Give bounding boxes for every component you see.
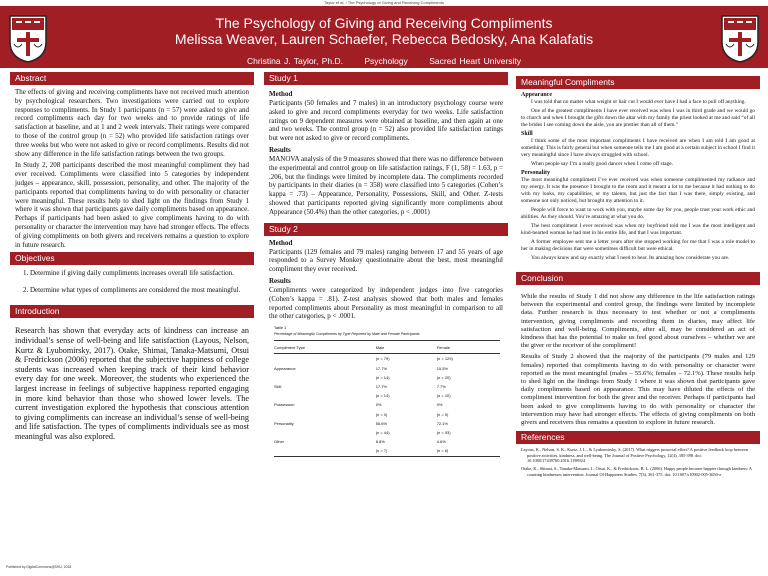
quote: People will force to want to work with you, maybe some day for you, people trust your work ethic and abilities. As they should. You’re amazing at what you do. xyxy=(521,207,755,220)
table-caption: Percentage of Meaningful Compliments by Type Reported by Male and Female Participants xyxy=(274,332,420,337)
department: Psychology xyxy=(364,56,408,66)
table-cell: 17.7% xyxy=(375,383,388,389)
table-row xyxy=(274,391,500,400)
quote: The most meaningful compliment I’ve ever received was when someone complimented my radiance and my energy. It was the presence I brought to the room and it meant a lot to me because it had nothing to do with my looks, my capabilities, or my talents, but just the fact that I was there, simply existing, and someone not only noticed, but brought my attention to it. xyxy=(521,177,755,204)
objectives-heading: Objectives xyxy=(10,252,254,265)
column-left xyxy=(10,72,254,441)
quote: A former employee sent me a letter years after she stopped working for me that I was a role model to her in making decisions that were sometimes difficult but were ethical. xyxy=(521,239,755,252)
table-header-row xyxy=(274,341,500,354)
column-header: Male xyxy=(376,341,437,354)
university: Sacred Heart University xyxy=(429,56,521,66)
table-cell: (n = 93) xyxy=(436,429,451,435)
table-cell: Other xyxy=(274,439,285,445)
table-cell: (n = 14) xyxy=(375,393,390,399)
study2-method-text: Participants (129 females and 79 males) ranging between 17 and 55 years of age responded to a Survey Monkey questionnaire about the best, most meaningful compliment they ever received. xyxy=(269,247,503,274)
quote: You always know and say exactly what I need to hear. Its amazing how considerate you are. xyxy=(531,255,730,261)
table-row xyxy=(274,446,500,456)
footer-credit: Published by DigitalCommons@SHU, 2018 xyxy=(6,565,72,569)
conclusion-body xyxy=(516,293,760,427)
references-heading: References xyxy=(516,431,760,444)
table-cell: (n = 6) xyxy=(437,446,500,456)
poster-authors: Melissa Weaver, Lauren Schaefer, Rebecca Bedosky, Ana Kalafatis xyxy=(174,31,594,47)
quote: I think some of the most important compliments I have received are when I am told I am good at something. This is fairly general but when someone tells me I am good at a certain subject in school I find it very meaningful since I have always struggled with school. xyxy=(521,138,755,158)
quote: The best compliment I ever received was when my boyfriend told me I was the most intelligent and kind-hearted woman he had met in his entire life, and that I was important. xyxy=(521,223,755,236)
quote: One of the greatest compliments I have ever received was when I was in third grade and we would go to church and when I brought the gifts down the altar with my family the priest looked at me and said “of all the brides I see coming down the aisle, you are prettier than all of them.” xyxy=(521,108,755,128)
study1-results-label: Results xyxy=(269,145,291,154)
reference-item: Layous, K., Nelson, S. K., Kurtz, J. L., & Lyubomirsky, S. (2017). What triggers prosocial effort? A positive feedback loop between positive activities, kindness, and well-being. The Journal of Positive Psychology, 12(4), 385-398. doi: 10.1080/17439760.2016.1198924 xyxy=(521,447,749,464)
abstract-body xyxy=(10,88,254,249)
meaningful-heading: Meaningful Compliments xyxy=(516,76,760,89)
group-label: Skill xyxy=(521,131,533,137)
study2-method xyxy=(264,248,508,274)
study2-heading: Study 2 xyxy=(264,223,508,236)
abstract-paragraph: In Study 2, 208 participants described the most meaningful compliment they had ever received. Compliments were classified into 5 categories by independent judges – appearance, skill, possession, personality, and other. The majority of the participants reported that compliments having to do with personality or character were meaningful. These results help to shed light on the findings from Study 1 where it was shown that participants gave daily compliments based on appearance. Perhaps if participants had been asked to give compliments having to do with personality or character the intervention may have had stronger effects. The effects of giving compliments on both givers and receivers remains a question to explore in future research. xyxy=(15,161,249,249)
poster-title: The Psychology of Giving and Receiving Compliments xyxy=(215,15,553,31)
table-cell: 15.5% xyxy=(436,365,449,371)
table-row xyxy=(274,373,500,382)
data-table xyxy=(274,340,500,456)
reference-item: Otake, K., Shimai, S., Tanaka-Matsumi, J., Otsui, K., & Fredrickson, B. L. (2006). Happy people become happier through kindness: A counting kindnesses intervention. Journal Of Happiness Studies, 7(3), 361-375. doi: 10.1007/s10902-005-3650-z xyxy=(521,466,752,477)
objectives-list xyxy=(10,269,254,295)
objective-item: 2. Determine what types of compliments are considered the most meaningful. xyxy=(30,286,249,295)
table-cell: 0% xyxy=(436,402,443,408)
table-cell: Personality xyxy=(274,420,294,426)
table-cell: (n = 79) xyxy=(375,356,390,362)
table-cell: Appearance xyxy=(274,365,296,371)
group-label: Personality xyxy=(521,170,550,176)
table-cell: (n = 0) xyxy=(436,411,449,417)
meaningful-body xyxy=(516,92,760,262)
table-row xyxy=(274,382,500,391)
table-row xyxy=(274,364,500,373)
table-cell: 17.7% xyxy=(375,365,388,371)
affiliation-line xyxy=(0,55,768,67)
table-row xyxy=(274,400,500,409)
table-row xyxy=(274,428,500,437)
table-cell: (n = 20) xyxy=(436,374,451,380)
conclusion-heading: Conclusion xyxy=(516,272,760,285)
introduction-heading: Introduction xyxy=(10,305,254,318)
table-cell: (n = 10) xyxy=(436,393,451,399)
study2-results-label: Results xyxy=(269,276,291,285)
introduction-body: Research has shown that everyday acts of kindness can increase an individual’s sense of well-being and life satisfaction (Layous, Nelson, Kurtz & Lyubomirsky, 2017). Otake, Shimai, Tanaka-Matsumi, Otsui & Fredrickson (2006) reported that the subjective happiness of college students was increased when keeping track of their kind behavior every day for one week. Moreover, the students who experienced the largest increase in feelings of subjective happiness reported engaging in more kind behavior than those who showed lower levels. The current investigation explored the hypothesis that conscious attention to giving compliments can increase an individual’s sense of well-being and life satisfaction. The types of compliments individuals see as most meaningful was also explored. xyxy=(15,326,249,441)
table-label: Table 1 xyxy=(274,326,287,331)
table-cell: (n = 129) xyxy=(436,356,453,362)
table-cell: (n = 0) xyxy=(375,411,388,417)
table-cell: (n = 7) xyxy=(376,446,437,456)
table-cell: 8.8% xyxy=(375,439,385,445)
table-cell: (n = 44) xyxy=(375,429,390,435)
table-cell: (n = 14) xyxy=(375,374,390,380)
table-row xyxy=(274,437,500,446)
table-cell: 72.1% xyxy=(436,420,449,426)
study1-results-text: MANOVA analysis of the 9 measures showed that there was no difference between the experimental and control group on life satisfaction ratings, F (1, 58) = 1.63, p = .206, but the findings were limited by incomplete data. The compliments recorded by participants in their diaries (n = 358) were classified into 5 categories (Cohen’s kappa = .73) – Appearance, Personality, Possessions, Skill, and Other. Z-tests showed that participants reported giving significantly more compliments about Appearance (50.4%) than the other categories, p < .0001) xyxy=(269,154,503,216)
references-list xyxy=(516,447,760,477)
running-header: Taylor et al. / The Psychology of Giving and Receiving Compliments xyxy=(324,0,444,5)
column-right xyxy=(516,76,760,480)
table-row xyxy=(274,410,500,419)
study1-method xyxy=(264,99,508,143)
column-header: Female xyxy=(437,341,500,354)
conclusion-paragraph: Results of Study 2 showed that the majority of the participants (79 males and 129 females) reported that compliments having to do with personality or character were reported as the most meaningful (males – 55.6%; females – 72.1%). These results help to shed light on the findings from Study 1 where it was shown that participants gave daily compliments based on appearance. This may have diluted the effects of the compliment intervention for both the giver and the receiver. Perhaps if participants had been asked to give compliments having to do with personality or character the intervention may have had stronger effects. The effects of giving compliments on both givers and receivers thus remains a question to explore in future research. xyxy=(521,353,755,427)
table-cell: 55.6% xyxy=(375,420,388,426)
abstract-paragraph: The effects of giving and receiving compliments have not received much attention by psychological researchers. Two investigations were carried out to explore responses to compliments. In Study 1 participants (n = 57) were asked to give and record compliments each day for two weeks and to provide ratings of life satisfaction at baseline, and at 1 and 2 week intervals. Their ratings were compared to those of the control group (n = 52) who provided life satisfaction ratings over three weeks but who were not asked to give or record compliments. Results did not show any difference in the life satisfaction ratings between the two groups. xyxy=(15,88,249,158)
table-cell: Possession xyxy=(274,402,295,408)
study1-method-label: Method xyxy=(269,90,293,98)
advisor: Christina J. Taylor, Ph.D. xyxy=(247,56,343,66)
study1-heading: Study 1 xyxy=(264,72,508,85)
compliment-table xyxy=(274,325,500,456)
quote: I was told that no matter what weight or hair cut I would ever have I had a face to pull off anything. xyxy=(531,99,746,105)
abstract-heading: Abstract xyxy=(10,72,254,85)
table-row xyxy=(274,354,500,364)
study2-method-label: Method xyxy=(269,238,293,247)
table-cell: 0% xyxy=(375,402,382,408)
column-header: Compliment Type xyxy=(274,341,376,354)
table-cell: Skill xyxy=(274,383,282,389)
objective-item: 1. Determine if giving daily compliments increases overall life satisfaction. xyxy=(30,269,249,278)
conclusion-paragraph: While the results of Study 1 did not show any difference in the life satisfaction ratings between the experimental and control group, the findings were limited by incomplete data. Further research is thus necessary to test whether or not a compliments intervention, giving compliments and recording them in diaries, may affect life satisfaction and well-being. Compliments, after all, may be considered an act of kindness that has the potential to make us feel good about ourselves – whether we are the giver or the receiver of the compliment! xyxy=(521,293,755,350)
table-cell: 4.6% xyxy=(436,439,446,445)
study2-results xyxy=(264,286,508,321)
table-row xyxy=(274,419,500,428)
table-cell xyxy=(274,354,376,364)
study2-results-text: Compliments were categorized by independent judges into five categories (Cohen’s kappa = .81). Z-test analyses showed that both males and females reported compliments about Personality as most meaningful in comparison to all the other categories, p < .0001. xyxy=(269,285,503,321)
study1-method-text: Participants (50 females and 7 males) in an introductory psychology course were asked to give and record compliments everyday for two weeks. Life satisfaction ratings on 9 dependent measures were obtained at baseline, and then again at one and two weeks. The control group (n = 52) also provided life satisfaction ratings but were not asked to give or record compliments. xyxy=(269,99,503,143)
group-label: Appearance xyxy=(521,92,552,98)
table-cell: 7.7% xyxy=(436,383,446,389)
quote: When people say I’m a really good dancer when I come off stage. xyxy=(531,161,673,167)
study1-results xyxy=(264,155,508,217)
title-banner xyxy=(0,6,768,68)
column-middle xyxy=(264,72,508,457)
